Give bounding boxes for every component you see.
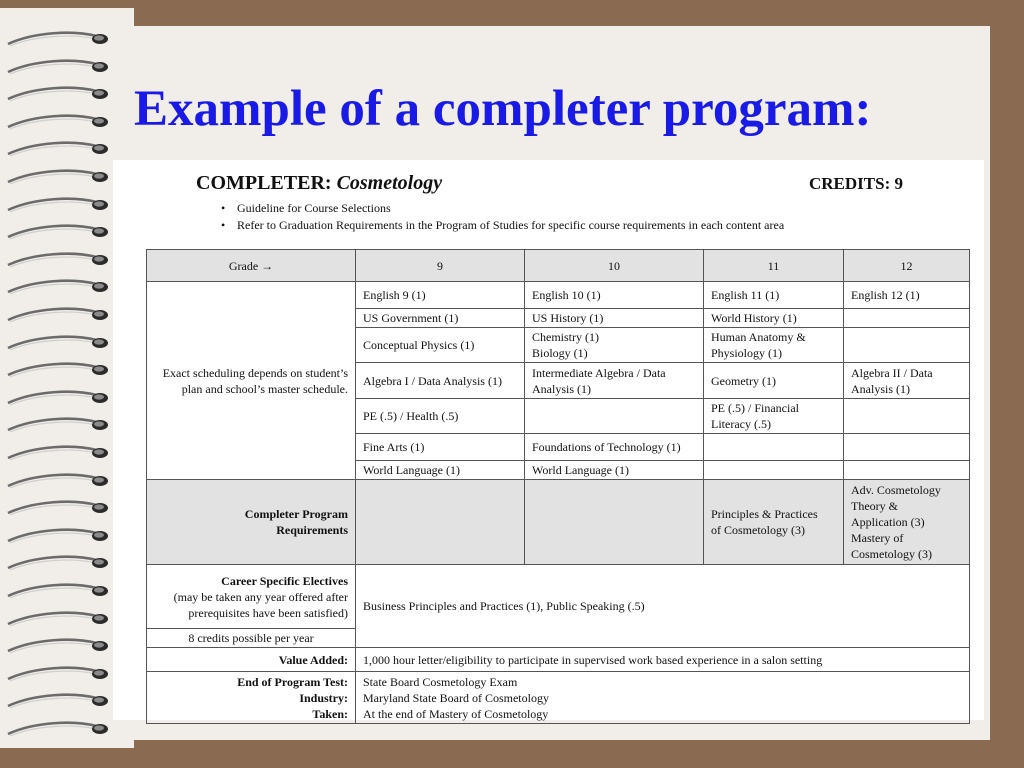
completer-heading: [196, 172, 442, 195]
grade-header-row: [147, 250, 970, 282]
table-cell: Foundations of Technology (1): [525, 434, 704, 461]
end-test-labels: End of Program Test: Industry: Taken:: [147, 672, 356, 724]
table-cell: English 11 (1): [704, 282, 844, 309]
electives-row: [147, 565, 970, 629]
table-cell: Human Anatomy & Physiology (1): [704, 328, 844, 363]
spiral-ring-icon: [4, 85, 108, 103]
spiral-ring-icon: [4, 499, 108, 517]
grade-header: Grade →: [147, 250, 356, 282]
spiral-ring-icon: [4, 251, 108, 269]
schedule-note: Exact scheduling depends on student’s plan and school’s master schedule.: [147, 282, 356, 480]
table-cell: Fine Arts (1): [356, 434, 525, 461]
table-cell: Geometry (1): [704, 363, 844, 399]
spiral-ring-icon: [4, 168, 108, 186]
spiral-ring-icon: [4, 196, 108, 214]
table-cell: Adv. Cosmetology Theory & Application (3) Mastery of Cosmetology (3): [844, 480, 970, 565]
spiral-ring-icon: [4, 692, 108, 710]
spiral-ring-icon: [4, 472, 108, 490]
spiral-ring-icon: [4, 554, 108, 572]
table-cell: [704, 434, 844, 461]
end-test-row: [147, 672, 970, 724]
spiral-ring-icon: [4, 58, 108, 76]
completer-req-label: Completer Program Requirements: [147, 480, 356, 565]
table-cell: [356, 480, 525, 565]
completer-document: [113, 160, 984, 720]
grade-9: 9: [356, 250, 525, 282]
spiral-ring-icon: [4, 416, 108, 434]
course-table: [146, 249, 970, 724]
spiral-ring-icon: [4, 223, 108, 241]
spiral-ring-icon: [4, 278, 108, 296]
table-cell: [704, 461, 844, 480]
table-cell: Principles & Practices of Cosmetology (3): [704, 480, 844, 565]
value-added-label: Value Added:: [147, 648, 356, 672]
end-test-values: State Board Cosmetology Exam Maryland State Board of Cosmetology At the end of Mastery of Cosmetology: [356, 672, 970, 724]
bullet-item: • Refer to Graduation Requirements in the Program of Studies for specific course requirements in each content area: [221, 217, 784, 234]
bullet-item: • Guideline for Course Selections: [221, 200, 784, 217]
table-row: [147, 282, 970, 309]
table-cell: [525, 399, 704, 434]
electives-value: Business Principles and Practices (1), Public Speaking (.5): [356, 565, 970, 648]
table-cell: Chemistry (1) Biology (1): [525, 328, 704, 363]
guideline-bullets: [221, 200, 784, 234]
grade-12: 12: [844, 250, 970, 282]
credits-possible: 8 credits possible per year: [147, 629, 356, 648]
spiral-ring-icon: [4, 113, 108, 131]
grade-11: 11: [704, 250, 844, 282]
spiral-ring-icon: [4, 665, 108, 683]
table-cell: US History (1): [525, 309, 704, 328]
credits-label: CREDITS: 9: [809, 174, 903, 193]
table-cell: Conceptual Physics (1): [356, 328, 525, 363]
spiral-ring-icon: [4, 637, 108, 655]
spiral-ring-icon: [4, 582, 108, 600]
table-cell: [844, 461, 970, 480]
electives-note: (may be taken any year offered after prerequisites have been satisfied): [173, 589, 348, 620]
slide-title: Example of a completer program:: [134, 81, 872, 137]
table-cell: PE (.5) / Health (.5): [356, 399, 525, 434]
table-cell: PE (.5) / Financial Literacy (.5): [704, 399, 844, 434]
value-added-value: 1,000 hour letter/eligibility to participate in supervised work based experience in a salon setting: [356, 648, 970, 672]
table-cell: World Language (1): [356, 461, 525, 480]
table-cell: [844, 328, 970, 363]
spiral-ring-icon: [4, 720, 108, 738]
table-cell: World History (1): [704, 309, 844, 328]
spiral-ring-icon: [4, 361, 108, 379]
program-name: Cosmetology: [336, 172, 443, 194]
table-cell: [844, 434, 970, 461]
spiral-ring-icon: [4, 610, 108, 628]
spiral-ring-icon: [4, 140, 108, 158]
table-cell: English 9 (1): [356, 282, 525, 309]
completer-requirements-row: [147, 480, 970, 565]
table-cell: US Government (1): [356, 309, 525, 328]
electives-title: Career Specific Electives: [221, 573, 348, 588]
completer-label: COMPLETER:: [196, 172, 332, 194]
table-cell: Intermediate Algebra / Data Analysis (1): [525, 363, 704, 399]
table-cell: English 12 (1): [844, 282, 970, 309]
spiral-ring-icon: [4, 527, 108, 545]
table-cell: Algebra II / Data Analysis (1): [844, 363, 970, 399]
spiral-ring-icon: [4, 30, 108, 48]
table-cell: [844, 399, 970, 434]
table-cell: [844, 309, 970, 328]
table-cell: English 10 (1): [525, 282, 704, 309]
spiral-ring-icon: [4, 306, 108, 324]
electives-label: [147, 565, 356, 629]
table-cell: Algebra I / Data Analysis (1): [356, 363, 525, 399]
table-cell: World Language (1): [525, 461, 704, 480]
spiral-ring-icon: [4, 444, 108, 462]
table-cell: [525, 480, 704, 565]
grade-10: 10: [525, 250, 704, 282]
value-added-row: [147, 648, 970, 672]
spiral-ring-icon: [4, 334, 108, 352]
spiral-ring-icon: [4, 389, 108, 407]
